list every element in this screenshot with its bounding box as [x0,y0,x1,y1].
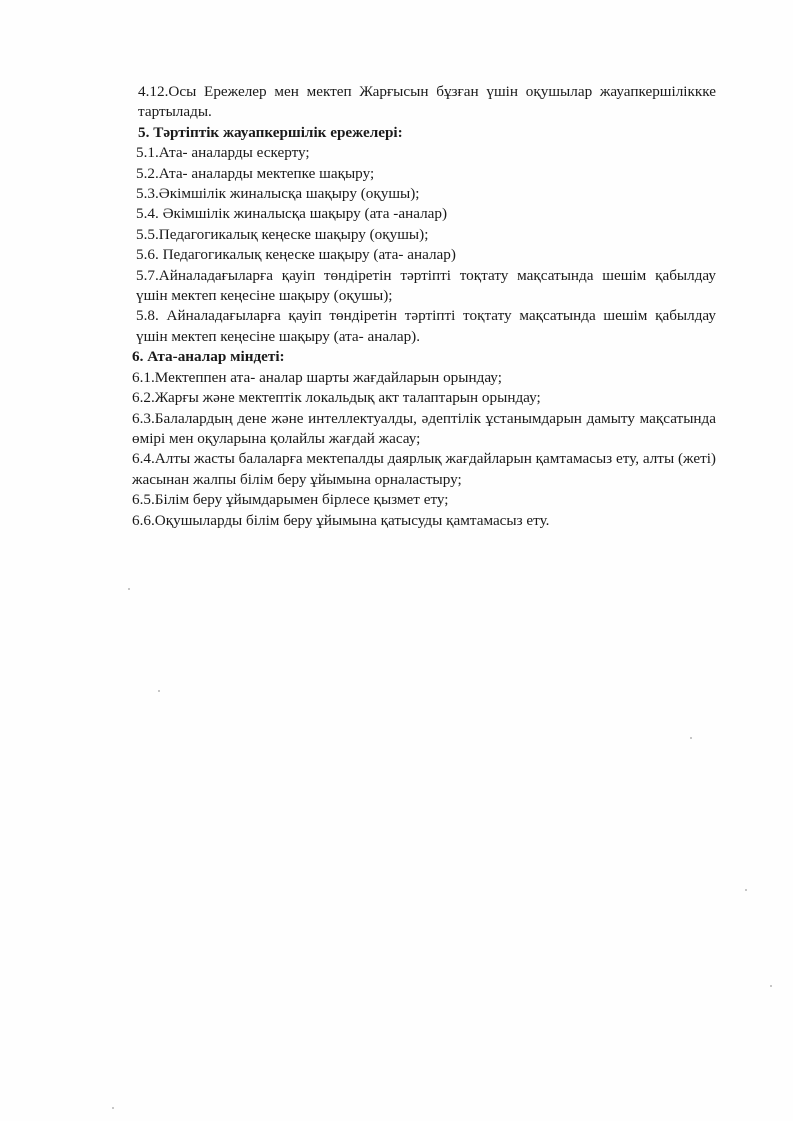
scan-speck [745,889,747,891]
list-item-5-5: 5.5.Педагогикалық кеңеске шақыру (оқушы); [136,225,429,243]
list-item-5-2: 5.2.Ата- аналарды мектепке шақыру; [136,164,375,182]
list-item-6-3: 6.3.Балалардың дене және интеллектуалды, әдептілік ұстанымдарын дамыту мақсатында өмірі мен оқуларына қолайлы жағдай жасау; [132,409,716,447]
scan-speck [690,737,692,739]
scan-speck [112,1107,114,1109]
list-item-5-7: 5.7.Айналадағыларға қауіп төндіретін тәртіпті тоқтату мақсатында шешім қабылдау үшін мектеп кеңесіне шақыру (оқушы); [136,266,716,305]
list-item-6-6: 6.6.Оқушыларды білім беру ұйымына қатысуды қамтамасыз ету. [132,511,550,529]
section-5-heading: 5. Тәртіптік жауапкершілік ережелері: [138,123,403,141]
list-item-6-1: 6.1.Мектеппен ата- аналар шарты жағдайларын орындау; [132,368,502,386]
section-6-heading: 6. Ата-аналар міндеті: [132,348,285,366]
list-item-5-1: 5.1.Ата- аналарды ескерту; [136,144,310,162]
paragraph-4-12: 4.12.Осы Ережелер мен мектеп Жарғысын бұзған үшін оқушылар жауапкершіліккке тартылады. [138,83,716,121]
list-item-5-6: 5.6. Педагогикалық кеңеске шақыру (ата- аналар) [136,246,456,264]
list-item-5-8: 5.8. Айналадағыларға қауіп төндіретін тәртіпті тоқтату мақсатында шешім қабылдау үшін мектеп кеңесіне шақыру (ата- аналар). [136,307,716,345]
scan-speck [158,690,160,692]
list-item-6-2: 6.2.Жарғы және мектептік локальдық акт талаптарын орындау; [132,389,541,407]
list-item-6-5: 6.5.Білім беру ұйымдарымен бірлесе қызмет ету; [132,491,449,509]
list-item-6-4: 6.4.Алты жасты балаларға мектепалды даярлық жағдайларын қамтамасыз ету, алты (жеті) жасынан жалпы білім беру ұйымына орналастыру; [132,450,716,488]
scan-speck [770,985,772,987]
document-body [130,82,716,531]
list-item-5-3: 5.3.Әкімшілік жиналысқа шақыру (оқушы); [136,185,420,203]
list-item-5-4: 5.4. Әкімшілік жиналысқа шақыру (ата -аналар) [136,205,448,223]
scan-speck [128,588,130,590]
